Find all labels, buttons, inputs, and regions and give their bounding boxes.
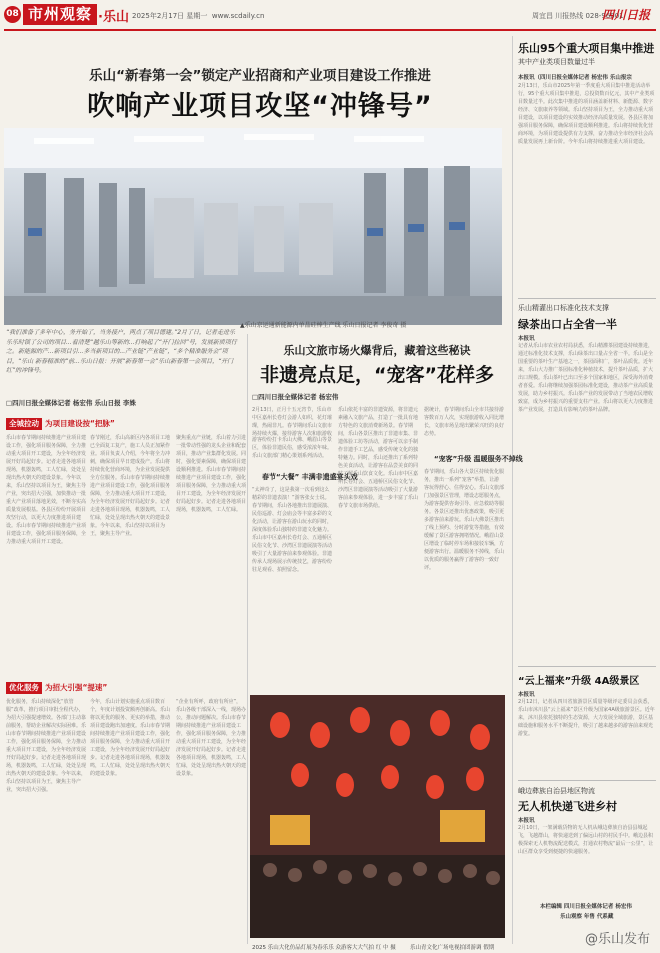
footer-editor-2: 乐山观察 年售 代系藏 [560, 914, 614, 920]
story2-headline: 非遗亮点足，“宠客”花样多 [260, 364, 494, 386]
right-story1-byline: 本报讯（四川日报全媒体记者 杨宏伟 乐山报宗 [518, 75, 632, 81]
factory-illustration [4, 128, 502, 325]
main-headline: 吹响产业项目攻坚“冲锋号” [87, 91, 433, 122]
subhead-2 [6, 682, 107, 694]
lantern-photo [250, 695, 505, 938]
right-story4-title: 无人机快递飞进乡村 [518, 800, 617, 813]
main-body-col-5: 今年，乐山计划实施重点项目数百个，年度计划投资额再创新高。乐山将以更优的服务、更实的举措，推动项目建设跑出加速度。乐山市春节期间持续推进产业项目建设工作，强化项目服务保障，全力推动重大项目开工建设，为全年经济发展开好局起好步。记者走进各地项目现场，机器轰鸣，工人忙碌，处处呈现出热火朝天的建设景象。 [90, 699, 170, 777]
footer-editor: 本栏编辑 四川日报全媒体记者 杨宏伟 [540, 904, 632, 910]
right-rule-2 [518, 666, 656, 667]
section-subtitle: ·乐山 [98, 10, 129, 25]
subhead-1-text: 为项目建设按“把脉” [45, 419, 115, 428]
editor-line: 周宜昌 川报热线 028-96001 [532, 12, 624, 20]
story2-kicker: 乐山文旅市场火爆背后，藏着这些秘诀 [283, 344, 471, 357]
right-story4-byline: 本报讯 [518, 818, 535, 824]
story2-body-1c: “太神奇了，这是我第一次看到这么精彩的非遗表演！”游客张女士说。春节期间，乐山各地推出非遗展演、民俗巡游、灯会庙会等丰富多彩的文化活动，让游客在游山玩水的同时，深度体验乐山独特的非遗文化魅力。乐山市中区嘉州长卷灯会、五通桥区民俗文化节、沙湾区非遗展演等活动吸引了大量游客前来参观体验。非遗传承人现场展示传统技艺，游客纷纷驻足观看、拍照留念。 [252, 487, 332, 573]
story2-subhead-2: “宠客”升级 温暖服务不掉线 [434, 455, 523, 463]
page-number: 08 [4, 6, 21, 23]
main-kicker: 乐山“新春第一会”锁定产业招商和产业项目建设工作推进 [89, 68, 431, 84]
lantern-illustration [250, 695, 505, 938]
main-photo-caption: ▲乐山京运通新能源内单晶硅棒生产线 乐山日报记者 李俊奇 摄 [240, 322, 407, 329]
lead-paragraph: “我们准备了多年中心，务开始了，当务接户，两点了项目德建。”2月了日，记者走进乐乐乐时锁了公司的项目...看清楚“越乐山等新的...打响起了“开门拉回”号，发展新质项行之。新能源的产...新项目引...多当新项目的...产业链“产业链”，“多个精准服务会”项目，“乐山 新春精准的”前...乐山日报：开展“新春第一会”乐山新春第一会项目，“开门红”的冲锋号。 [6, 329, 237, 374]
lantern-caption-left: 2025 乐山大化仿品灯展为春乐乐 众游客大大气拍 红 中 摄 [252, 945, 396, 951]
main-body-col-4: 优化服务，乐山持续深化“放管服”改革，推行项目审批全程代办，为招大引强提速增效。各部门主动靠前服务，帮助企业解决实际困难。乐山市春节期间持续推进产业项目建设工作，强化项目服务保障，全力推动重大项目开工建设，为全年经济发展开好局起好步。记者走进各地项目现场，机器轰鸣，工人忙碌，处处呈现出热火朝天的建设景象。今年以来，乐山坚持以项目为王，聚焦主导产业，突出招大引强。 [6, 699, 86, 793]
right-story1-body: 2月13日，乐山市2025年第一季度重大项目集中推进活动举行，95个重大项目集中推进，总投资数百亿元，其中产业类项目数量过半。此次集中推进的项目涵盖新材料、新能源、数字经济、文旅康养等领域。乐山坚持项目为王，全力推动重大项目建设，以项目建设的实效推动经济高质量发展。各县区将加强项目服务保障，确保项目建设顺利推进。乐山将持续优化营商环境，为项目建设提供有力支撑，奋力推动全市经济社会高质量发展再上新台阶。今年乐山将持续推进重大项目建设。 [518, 83, 655, 145]
subhead-2-text: 为招大引强“提速” [45, 683, 108, 692]
issue-date [132, 11, 264, 21]
story2-body-1b: 游客纷纷打卡乐山大佛、峨眉山等景区，体验非遗民俗，感受浓浓年味。乐山文旅部门精心策划系列活动。 [252, 437, 332, 459]
story2-body-1a: 2月13日，正月十五元宵节，乐山市中区嘉州长卷灯会游人如织，花灯璀璨，热闹非凡。春节期间乐山文旅市场持续火爆，接待游客人次和旅游收 [252, 407, 332, 436]
main-body-col-2: 春节刚过，乐山高新区内各项目工地已全面复工复产，施工人员正加紧作业。项目负责人介绍，今年将全力冲刺，确保项目早日建成投产。乐山将持续优化营商环境，为企业发展提供全方位服务。乐山市春节期间持续推进产业项目建设工作，强化项目服务保障，全力推动重大项目开工建设，为全年经济发展开好局起好步。记者走进各地项目现场，机器轰鸣，工人忙碌，处处呈现出热火朝天的建设景象。今年以来，乐山坚持以项目为王，聚焦主导产业。 [90, 435, 170, 537]
right-story3-byline: 本报讯 [518, 692, 535, 698]
watermark: @乐山发布 [585, 932, 651, 947]
header-rule [4, 29, 656, 31]
story2-body-2: 乐山依托丰富的非遗资源，将非遗元素融入文旅产品，打造了一批具有地方特色的文旅消费新场景。春节期间，乐山各景区推出了非遗市集、非遗体验工坊等活动，游客可以亲手制作非遗手工艺品，感受传统文化的独特魅力。同时，乐山还推出了系列特色美食活动，让游客在品尝美食的同时了解乐山饮食文化。乐山市中区嘉州长卷灯会、五通桥区民俗文化节、沙湾区非遗展演等活动吸引了大量游客前来参观体验，进一步丰富了乐山春节文旅市场供给。 [338, 407, 418, 509]
subhead-1-tag: 全城拉动 [6, 418, 42, 430]
right-story2-sub: 乐山精灌出口标准化技术支撑 [518, 304, 609, 312]
right-story4-sub: 峨边彝族自治县地区物流 [518, 787, 595, 795]
right-story2-body: 记者从乐山市农业农村局获悉，乐山精灌茶园建设持续推进，通过标准化技术支撑，乐山绿茶出口量占全省一半。乐山是全国重要的茶叶生产基地之一，茶园面积广，茶叶品质优。近年来，乐山大力推广茶园标准化种植技术，提升茶叶品质，扩大出口规模。乐山茶叶已出口至多个国家和地区，深受海外消费者喜爱。乐山将继续加强茶园标准化建设，推动茶产业高质量发展，助力乡村振兴。乐山茶产业的发展带动了当地农民增收致富，成为乡村振兴的重要支柱产业。乐山将以更大力度推进茶产业发展，打造具有影响力的茶叶品牌。 [518, 343, 654, 413]
factory-photo [4, 128, 502, 325]
right-rule-3 [518, 780, 656, 781]
main-byline: □四川日报全媒体记者 杨宏伟 乐山日报 李姝 [6, 399, 136, 407]
story2-byline: □四川日报全媒体记者 杨宏伟 [252, 393, 339, 401]
right-rule-1 [518, 298, 656, 299]
story2-body-3b: 春节期间，乐山各大景区持续优化服务，推出一系列“宠客”举措，让游客玩得舒心、住得安心。乐山文旅部门加强景区管理，增设志愿服务点，为游客提供咨询引导、应急救助等服务。各景区还推出优惠政策，吸引更多游客前来游玩。乐山大佛景区推出了线上预约、分时游览等措施，有效缓解了景区游客拥堵情况。峨眉山景区增设了临时停车场和接驳车辆，方便游客出行。温暖服务不掉线，乐山以优质的服务赢得了游客的一致好评。 [424, 469, 504, 571]
issue-date-text: 2025年2月17日 星期一 [132, 12, 208, 20]
right-story3-body: 2月12日，记者从四川省旅游景区质量等级评定委员会获悉，乐山市沐川县“云上福来”景区升级为国家4A级旅游景区。近年来，沐川县依托独特的生态资源，大力发展全域旅游，景区基础设施和服务水平不断提升，吸引了越来越多的游客前来观光游览。 [518, 699, 655, 737]
right-story4-body: 2月10日，一架满载货物的无人机从峨边彝族自治县县城起飞，飞越群山，将快递送到了偏远山村的村民手中。峨边县积极探索无人机物流配送模式，打通农村物流“最后一公里”，让山区群众享受到便捷的快递服务。 [518, 825, 654, 855]
subhead-2-tag: 优化服务 [6, 682, 42, 694]
story2-body-3a: 据统计，春节期间乐山全市共接待游客数百万人次，实现旅游收入同比增长，文旅市场呈现出繁荣兴旺的良好态势。 [424, 407, 504, 437]
website: www.scdaily.cn [211, 12, 265, 20]
lantern-caption-right: 乐山青文化广场电视拍团游调 假期 [410, 945, 495, 951]
page-header [0, 0, 660, 30]
section-title: 市州观察 [23, 4, 97, 25]
right-story1-sub: 其中产业类项目数量过半 [518, 58, 595, 66]
main-body-col-1: 乐山市春节期间持续推进产业项目建设工作，强化项目服务保障，全力推动重大项目开工建设，为全年经济发展开好局起好步。记者走进各地项目现场，机器轰鸣，工人忙碌，处处呈现出热火朝天的建设景象。今年以来，乐山坚持以项目为王，聚焦主导产业，突出招大引强，加快推动一批重大产业项目落地见效，不断夯实高质量发展根基。各县区纷纷开展项目攻坚行动，以更大力度推进项目建设。乐山市春节期间持续推进产业项目建设工作，强化项目服务保障，全力推动重大项目开工建设。 [6, 435, 86, 545]
right-story2-title: 绿茶出口占全省一半 [518, 318, 617, 331]
right-story2-byline: 本报讯 [518, 336, 535, 342]
subhead-1 [6, 418, 115, 430]
column-divider-2 [512, 36, 513, 944]
main-body-col-6: “企业有所呼，政府有所应”，乐山各级干部深入一线，现场办公，推动问题解决。乐山市春节期间持续推进产业项目建设工作，强化项目服务保障，全力推动重大项目开工建设，为全年经济发展开好局起好步。记者走进各地项目现场，机器轰鸣，工人忙碌，处处呈现出热火朝天的建设景象。 [176, 699, 246, 777]
column-divider-1 [247, 334, 248, 944]
right-story3-title: “云上福来”升级 4A级景区 [518, 676, 640, 687]
main-body-col-3: 聚焦重点产业链，乐山着力引进一批带动性强的龙头企业和配套项目，推动产业集群化发展。同时，强化要素保障，确保项目建设顺利推进。乐山市春节期间持续推进产业项目建设工作，强化项目服务保障，全力推动重大项目开工建设，为全年经济发展开好局起好步。记者走进各地项目现场，机器轰鸣，工人忙碌。 [176, 435, 246, 513]
story2-subhead-1: 春节“大餐” 丰满非遗盛宴头戏 [262, 473, 358, 481]
newspaper-logo: 四川日报 [602, 8, 651, 22]
right-story1-title: 乐山95个重大项目集中推进 [518, 42, 655, 55]
